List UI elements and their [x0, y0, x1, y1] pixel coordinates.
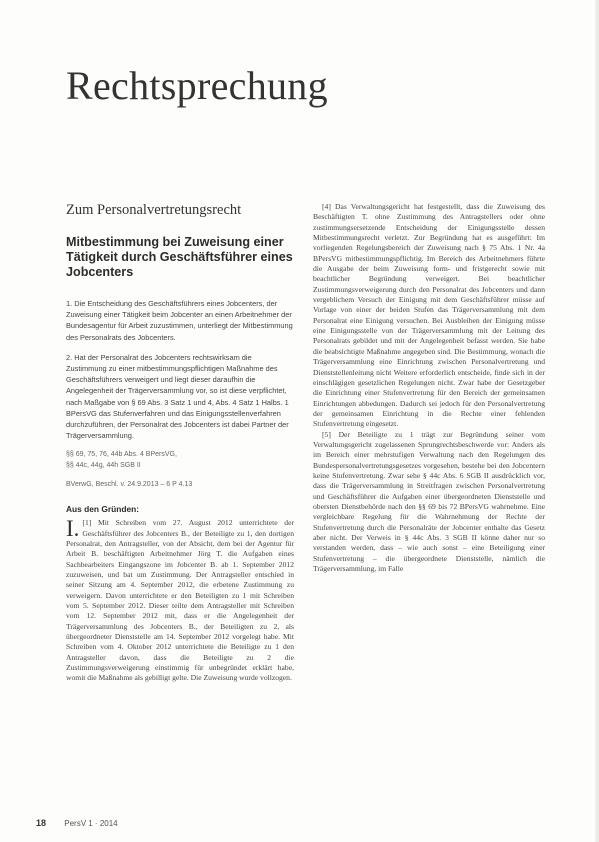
paragraph-1 [66, 518, 294, 684]
page-title: Rechtsprechung [66, 63, 328, 108]
reasons-heading: Aus den Gründen: [66, 504, 140, 515]
page-number: 18 [36, 818, 47, 828]
court-citation: BVerwG, Beschl. v. 24.9.2013 – 6 P 4.13 [66, 481, 193, 489]
paragraph-1-text: [1] Mit Schreiben vom 27. August 2012 unterrichtete der Geschäftsführer des Jobcenters B., der Beteiligte zu 1, den dortigen Personalrat, den Antragsteller, von der Absicht, dem bei der Agentur für Arbeit B. beschäftigten Arbeitnehmer Jörg T. die Aufgaben eines Sachbearbeiters Eingangszone im Jobcenter B. ab 1. September 2012 zuzuweisen, und bat um Zustimmung. Der Antragsteller entschied in seiner Sitzung am 4. September 2012, die erbetene Zustimmung zu verweigern. Davon unterrichtete er den Beteiligten zu 1 mit Schreiben vom 5. September 2012. Dieser teilte dem Antragsteller mit Schreiben vom 12. September 2012 mit, dass er die Angelegenheit der Trägerversammlung des Jobcenters B., der Beteiligten zu 2, als übergeordneter Dienststelle am 14. September 2012 vorgelegt habe. Mit Schreiben vom 4. Oktober 2012 unterrichtete die Beteiligte zu 1 den Antragsteller davon, dass die Beteiligte zu 2 die Zustimmungsverweigerung einstimmig für unbegründet erklärt habe, womit die Maßnahme als gebilligt gelte. Die Zuweisung wurde vollzogen. [66, 518, 294, 683]
norms-reference [66, 450, 294, 471]
page-footer [36, 818, 118, 828]
guiding-principle-1: 1. Die Entscheidung des Geschäftsführers eines Jobcenters, der Zuweisung einer Tätigkeit beim Jobcenter an einen Arbeitnehmer der Bundesagentur für Arbeit zuzustimmen, unterliegt der Mitbestimmung des Personalrats des Jobcenters. [66, 299, 293, 342]
left-column [66, 202, 294, 684]
drop-cap: I. [66, 516, 80, 542]
right-column [313, 202, 545, 574]
section-title: Zum Personalvertretungsrecht [66, 202, 242, 218]
journal-reference: PersV 1 · 2014 [64, 819, 118, 828]
guiding-principle-2: 2. Hat der Personalrat des Jobcenters rechtswirksam die Zustimmung zu einer mitbestimmungspflichtigen Maßnahme des Geschäftsführers verweigert und liegt dieser daraufhin die Angelegenheit der Trägerversammlung vor, so ist diese verpflichtet, nach Maßgabe von § 69 Abs. 3 Satz 1 und 4, Abs. 4 Satz 1 Halbs. 1 BPersVG das Stufenverfahren und das Einigungsstellenverfahren durchzuführen, der Personalrat des Jobcenters ist dabei Partner der Trägerversammlung. [66, 352, 289, 441]
paragraph-4: [4] Das Verwaltungsgericht hat festgestellt, dass die Zuweisung des Beschäftigten T. ohne Zustimmung des Antragstellers oder ohne zustimmungsersetzende Entscheidung der Einigungsstelle dessen Mitbestimmungsrecht verletzt. Zur Begründung hat es ausgeführt: Im vorliegenden Regelungsbereich der Zuweisung nach § 75 Abs. 1 Nr. 4a BPersVG mitbestimmungspflichtig. Im Bereich des Arbeitnehmers führte die Ausgabe der beim Zuweisung form- und fristgerecht sowie mit beachtlicher Begründung verweigert. Bei beachtlicher Zustimmungsverweigerung durch den Personalrat des Jobcenters und dann vergeblichem Versuch der Einigung mit dem Geschäftsführer müsse auf Vorlage von einer der beiden Stufen das Trägerversammlung mit dem Personalrat eine Einigung versuchen. Bei Ausbleiben der Einigung müsse eine Einigungsstelle von der Trägerversammlung mit der Leitung des Personalrats gebildet und mit der Angelegenheit befasst werden. Sie habe die beabsichtigte Maßnahme angegeben sind. Die Bestimmung, wonach die Trägerversammlung eine Einrichtung zwischen Personalvertretung und Dienststellenleitung nicht Weitere erforderlich entscheide, finde sich in der einschlägigen gesetzlichen Regelungen nicht. Zwar habe der Gesetzgeber die Einrichtung einer Stufenvertretung für den Bereich der gemeinsamen Einrichtungen abbedungen. Dadurch sei jedoch für den Personalvertretung der gemeinsamen Einrichtung in die Rechte einer fehlenden Stufenvertretung eingesetzt. [313, 202, 545, 429]
page-edge [595, 0, 599, 842]
article-headline: Mitbestimmung bei Zuweisung einer Tätigkeit durch Geschäftsführer eines Jobcenters [66, 235, 293, 279]
norms-line: §§ 69, 75, 76, 44b Abs. 4 BPersVG, [66, 451, 177, 459]
paragraph-5: [5] Der Beteiligte zu 1 trägt zur Begründung seiner vom Verwaltungsgericht zugelassenen Sprungrechtsbeschwerde vor: Anders als im Bereich einer mehrstufigen Verwaltung nach den Regelungen des Bundespersonalvertretungsgesetzes vorgesehen, bestehe bei den Jobcentern keine Stufenvertretung. Zwar sehe § 44c Abs. 6 SGB II ausdrücklich vor, dass die Trägerversammlung in Streitfragen zwischen Personalvertretung und Geschäftsführer die Aufgaben einer übergeordneten Dienststelle und obersten Dienstbehörde nach den §§ 69 bis 72 BPersVG wahrnehme. Eine vergleichbare Regelung für die Wahrnehmung der Rechte der Stufenvertretung durch die Personalräte der Jobcenter enthalte das Gesetz aber nicht. Der Verweis in § 44c Abs. 3 SGB II könne daher nur so verstanden werden, dass – wie auch sonst – eine Beteiligung einer Stufenvertretung – die übergeordnete Dienststelle, nämlich die Trägerversammlung, im Falle [313, 429, 545, 574]
norms-line: §§ 44c, 44g, 44h SGB II [66, 461, 141, 469]
